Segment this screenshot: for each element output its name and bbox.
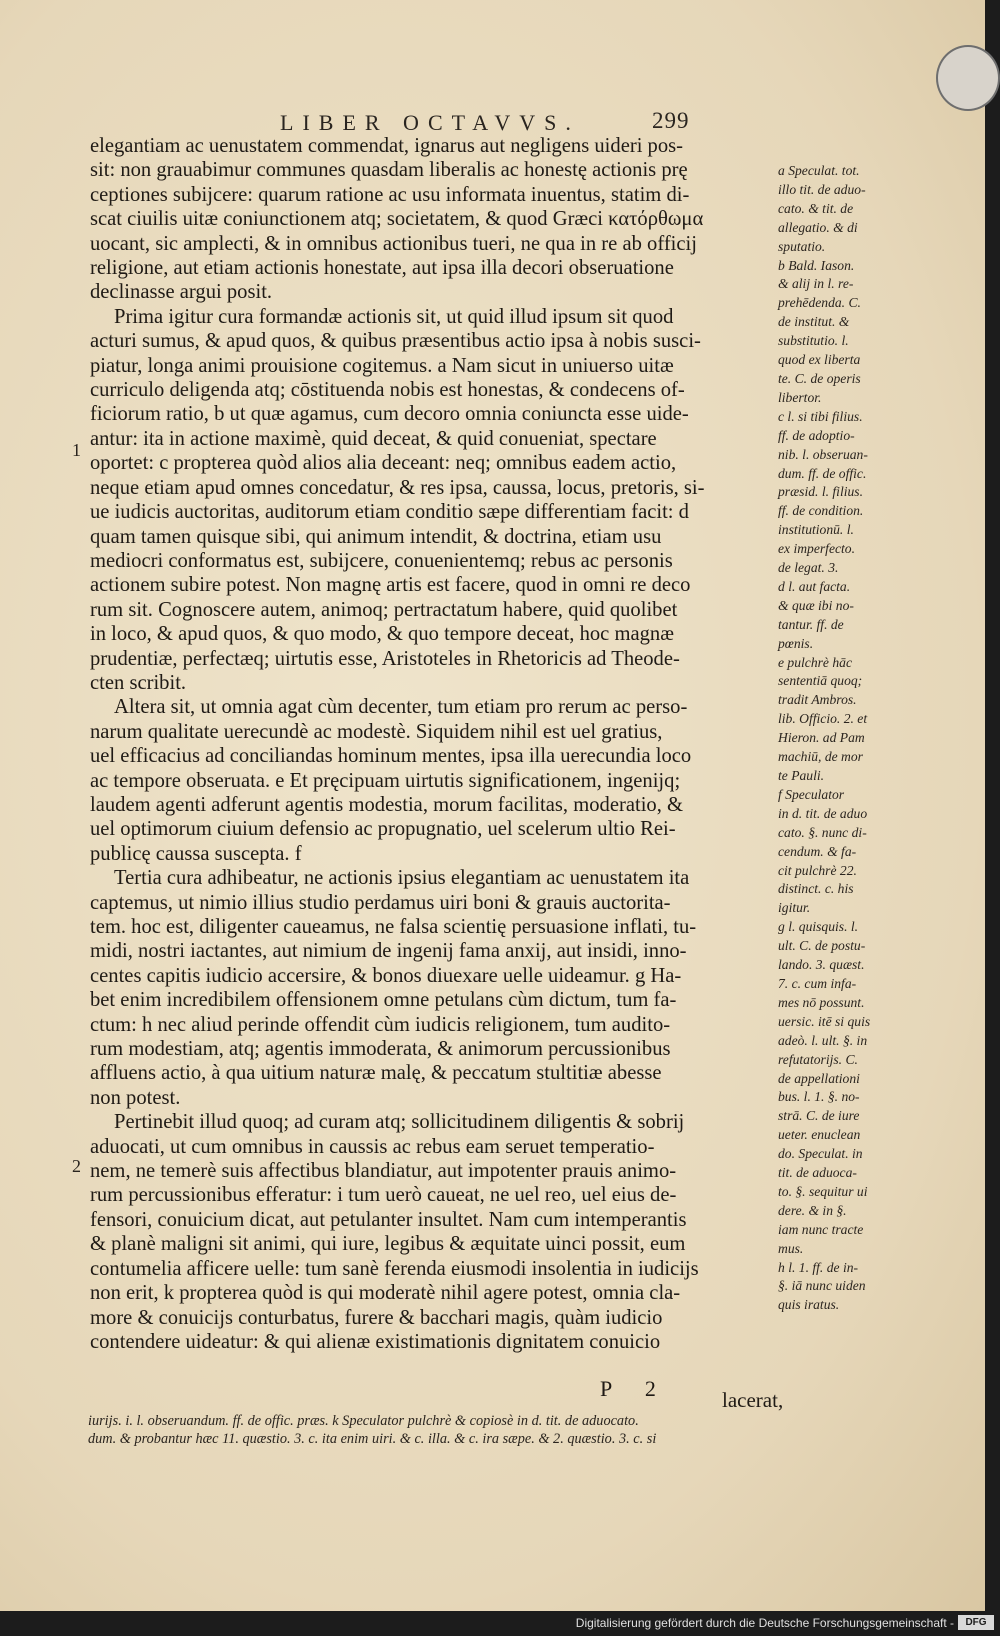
margin-note-line: quod ex liberta: [778, 352, 861, 368]
text-line: ue iudicis auctoritas, auditorum etiam conditio sæpe differentiam facit: d: [90, 501, 689, 524]
margin-note-line: mes nō possunt.: [778, 994, 865, 1010]
main-text-body: [90, 134, 770, 1404]
margin-note-line: tradit Ambros.: [778, 692, 857, 708]
text-line: ficiorum ratio, b ut quæ agamus, cum decoro omnia coniuncta esse uide-: [90, 403, 689, 426]
text-line: ac tempore obseruata. e Et pręcipuam uirtutis significationem, ingenijq;: [90, 769, 681, 792]
margin-note-line: adeò. l. ult. §. in: [778, 1032, 868, 1048]
margin-note-line: tit. de aduoca-: [778, 1165, 857, 1181]
margin-note-line: libertor.: [778, 389, 822, 405]
text-line: actionem subire potest. Non magnę artis est facere, quod in omni re deco: [90, 574, 691, 597]
page-curl-icon: [936, 45, 1000, 111]
text-line: non erit, k propterea quòd is qui moderatè nihil agere potest, omnia cla-: [90, 1282, 681, 1305]
margin-note-line: to. §. sequitur ui: [778, 1183, 868, 1199]
margin-note-line: dum. ff. de offic.: [778, 465, 867, 481]
text-line: declinasse argui posit.: [90, 281, 273, 304]
margin-note-line: b Bald. Iason.: [778, 257, 855, 273]
margin-note-line: illo tit. de aduo-: [778, 181, 866, 197]
text-line: rum modestiam, atq; agentis immoderata, & animorum percussionibus: [90, 1038, 671, 1061]
margin-note-line: §. iā nunc uiden: [778, 1278, 866, 1294]
margin-note-line: mus.: [778, 1240, 804, 1256]
text-line: neque etiam apud omnes concedatur, & res ipsa, caussa, locus, pretoris, si-: [90, 476, 705, 499]
text-line: aduocati, ut cum omnibus in caussis ac rebus eam seruet temperatio-: [90, 1135, 655, 1158]
catchword: lacerat,: [722, 1388, 784, 1412]
text-line: curriculo deligenda atq; cōstituenda nobis est honestas, & condecens of-: [90, 379, 685, 402]
margin-notes: [778, 162, 876, 1402]
text-line: in loco, & apud quos, & quo modo, & quo tempore deceat, hoc magnæ: [90, 623, 674, 646]
margin-note-line: strā. C. de iure: [778, 1108, 860, 1124]
margin-note-line: cato. & tit. de: [778, 200, 854, 216]
text-line: antur: ita in actione maximè, quid deceat, & quid conueniat, spectare: [90, 427, 657, 450]
margin-note-line: ex imperfecto.: [778, 541, 855, 557]
text-line: religione, aut etiam actionis honestate, aut ipsa illa decori obseruatione: [90, 257, 674, 280]
text-line: sit: non grauabimur communes quasdam liberalis ac honestę actionis prę: [90, 159, 688, 182]
margin-note-line: f Speculator: [778, 786, 845, 802]
text-line: affluens actio, à qua uitium naturæ malę, & peccatum stultitiæ abesse: [90, 1062, 662, 1085]
margin-note-line: & alij in l. re-: [778, 276, 854, 292]
dfg-logo: DFG: [958, 1615, 994, 1630]
margin-note-line: allegatio. & di: [778, 219, 858, 235]
text-line: fensori, conuicium dicat, aut petulanter insultet. Nam cum intemperantis: [90, 1208, 687, 1231]
text-line: ceptiones subijcere: quarum ratione ac usu informata inuentus, statim di-: [90, 183, 690, 206]
text-line: nem, ne temerè suis affectibus blandiatur, aut impotenter prauis animo-: [90, 1160, 677, 1183]
margin-note-line: cendum. & fa-: [778, 843, 857, 859]
margin-note-line: cato. §. nunc di-: [778, 824, 867, 840]
text-line: narum qualitate uerecundè ac modestè. Siquidem nihil est uel gratius,: [90, 720, 663, 743]
folio-number: 299: [652, 108, 690, 133]
margin-note-line: de legat. 3.: [778, 560, 839, 576]
margin-note-line: a Speculat. tot.: [778, 163, 860, 178]
text-line: uel optimorum ciuium defensio ac propugnatio, uel scelerum ultio Rei-: [90, 818, 676, 841]
text-line: cten scribit.: [90, 671, 187, 694]
margin-note-line: refutatorijs. C.: [778, 1051, 858, 1067]
text-line: elegantiam ac uenustatem commendat, ignarus aut negligens uideri pos-: [90, 135, 684, 157]
margin-note-line: lando. 3. quæst.: [778, 957, 865, 973]
digitization-footer: [0, 1611, 1000, 1636]
text-line: mediocri conformatus est, subijcere, conuenientemq; rebus ac personis: [90, 549, 673, 572]
margin-note-line: igitur.: [778, 900, 811, 916]
margin-note-line: distinct. c. his: [778, 881, 854, 897]
text-line: oportet: c propterea quòd alios alia deceant: neq; omnibus eadem actio,: [90, 452, 677, 475]
margin-note-line: ff. de adoptio-: [778, 427, 855, 443]
footnotes: [88, 1412, 788, 1448]
left-margin-mark-2: 2: [72, 1156, 81, 1176]
text-line: tem. hoc est, diligenter caueamus, ne falsa scientię persuasione inflati, tu-: [90, 916, 697, 938]
text-line: centes capitis iudicio accersire, & bonos diuexare uelle uideamur. g Ha-: [90, 964, 682, 987]
running-title: LIBER OCTAVVS.: [280, 110, 580, 135]
margin-note-line: iam nunc tracte: [778, 1221, 864, 1237]
margin-note-line: & quæ ibi no-: [778, 597, 854, 613]
text-line: acturi sumus, & apud quos, & quibus præsentibus actio ipsa à nobis susci-: [90, 330, 701, 353]
footer-credit: Digitalisierung gefördert durch die Deutsche Forschungsgemeinschaft -: [575, 1616, 954, 1630]
margin-note-line: g l. quisquis. l.: [778, 919, 859, 935]
margin-note-line: h l. 1. ff. de in-: [778, 1259, 859, 1275]
text-line: rum sit. Cognoscere autem, animoq; pertractatum habere, quid quolibet: [90, 598, 678, 621]
text-line: uel efficacius ad conciliandas hominum mentes, ipsa illa uerecundia loco: [90, 745, 692, 768]
text-line: uocant, sic amplecti, & in omnibus actionibus tueri, ne qua in re ab officij: [90, 232, 697, 255]
margin-note-line: te Pauli.: [778, 768, 825, 783]
text-line: non potest.: [90, 1086, 181, 1109]
margin-note-line: cit pulchrè 22.: [778, 862, 857, 878]
text-line: bet enim incredibilem offensionem omne petulans cùm dictum, tum fa-: [90, 989, 677, 1012]
margin-note-line: quis iratus.: [778, 1297, 840, 1313]
text-line: laudem agenti adferunt agentis modestia, morum facilitas, moderatio, &: [90, 793, 684, 816]
margin-note-line: ueter. enuclean: [778, 1127, 861, 1143]
signature-mark: P 2: [600, 1376, 670, 1401]
margin-note-line: ff. de condition.: [778, 503, 864, 519]
margin-note-line: prehēdenda. C.: [778, 295, 861, 311]
text-line: scat ciuilis uitæ coniunctionem atq; societatem, & quod Græci κατόρθωμα: [90, 208, 704, 231]
margin-note-line: uersic. itē si quis: [778, 1013, 871, 1029]
margin-note-line: de appellationi: [778, 1070, 860, 1086]
margin-note-line: c l. si tibi filius.: [778, 408, 863, 424]
text-line: rum percussionibus efferatur: i tum uerò caueat, ne uel reo, uel eius de-: [90, 1184, 677, 1207]
text-line: Prima igitur cura formandæ actionis sit, ut quid illud ipsum sit quod: [114, 305, 674, 328]
margin-note-line: de institut. &: [778, 314, 850, 330]
text-line: quam tamen quisque sibi, qui animum intendit, & doctrina, etiam usu: [90, 525, 662, 548]
margin-note-line: pœnis.: [778, 635, 814, 651]
margin-note-line: d l. aut facta.: [778, 578, 851, 594]
text-line: Tertia cura adhibeatur, ne actionis ipsius elegantiam ac uenustatem ita: [114, 867, 690, 890]
margin-note-line: bus. l. 1. §. no-: [778, 1089, 860, 1105]
margin-note-line: e pulchrè hāc: [778, 654, 852, 670]
text-line: contumelia afficere uelle: tum sanè ferenda eiusmodi insolentia in iudicijs: [90, 1257, 699, 1280]
footnote-line: iurijs. i. l. obseruandum. ff. de offic. præs. k Speculator pulchrè & copiosè in d. tit. de aduocato.: [88, 1413, 639, 1429]
text-line: Pertinebit illud quoq; ad curam atq; sollicitudinem diligentis & sobrij: [114, 1111, 685, 1134]
margin-note-line: tantur. ff. de: [778, 616, 844, 632]
footnote-line: dum. & probantur hæc 11. quæstio. 3. c. ita enim uiri. & c. illa. & c. ira sæpe. & 2. quæstio. 3. c. si: [88, 1431, 657, 1447]
text-line: captemus, ut nimio illius studio perdamus uiri boni & grauis auctorita-: [90, 891, 671, 914]
left-margin-mark-1: 1: [72, 440, 81, 460]
margin-note-line: machiū, de mor: [778, 749, 863, 765]
margin-note-line: ult. C. de postu-: [778, 938, 866, 954]
margin-note-line: do. Speculat. in: [778, 1146, 863, 1162]
margin-note-line: præsid. l. filius.: [778, 484, 863, 500]
margin-note-line: te. C. de operis: [778, 370, 861, 386]
text-line: publicę caussa suscepta. f: [90, 842, 302, 865]
text-line: prudentiæ, perfectæq; uirtutis esse, Aristoteles in Rhetoricis ad Theode-: [90, 647, 680, 670]
margin-note-line: dere. & in §.: [778, 1202, 847, 1218]
text-line: & planè maligni sit animi, qui iure, legibus & æquitate uinci possit, eum: [90, 1233, 686, 1256]
margin-note-line: substitutio. l.: [778, 333, 849, 349]
margin-note-line: 7. c. cum infa-: [778, 975, 857, 991]
text-line: midi, nostri iactantes, aut nimium de ingenij fama anxij, aut insidi, inno-: [90, 940, 687, 963]
margin-note-line: institutionū. l.: [778, 522, 854, 538]
text-line: more & conuicijs conturbatus, furere & bacchari magis, quàm iudicio: [90, 1306, 663, 1329]
margin-note-line: sputatio.: [778, 238, 826, 254]
margin-note-line: lib. Officio. 2. et: [778, 711, 868, 727]
text-line: piatur, longa animi prouisione cogitemus. a Nam sicut in uniuerso uitæ: [90, 354, 674, 377]
text-line: ctum: h nec aliud perinde offendit cùm iudicis religionem, tum audito-: [90, 1013, 671, 1036]
margin-note-line: Hieron. ad Pam: [778, 730, 865, 746]
margin-note-line: sententiā quoq;: [778, 673, 863, 689]
margin-note-line: in d. tit. de aduo: [778, 805, 868, 821]
margin-note-line: nib. l. obseruan-: [778, 446, 868, 462]
text-line: Altera sit, ut omnia agat cùm decenter, tum etiam pro rerum ac perso-: [114, 696, 688, 719]
text-line: contendere uideatur: & qui alienæ existimationis dignitatem conuicio: [90, 1330, 661, 1353]
